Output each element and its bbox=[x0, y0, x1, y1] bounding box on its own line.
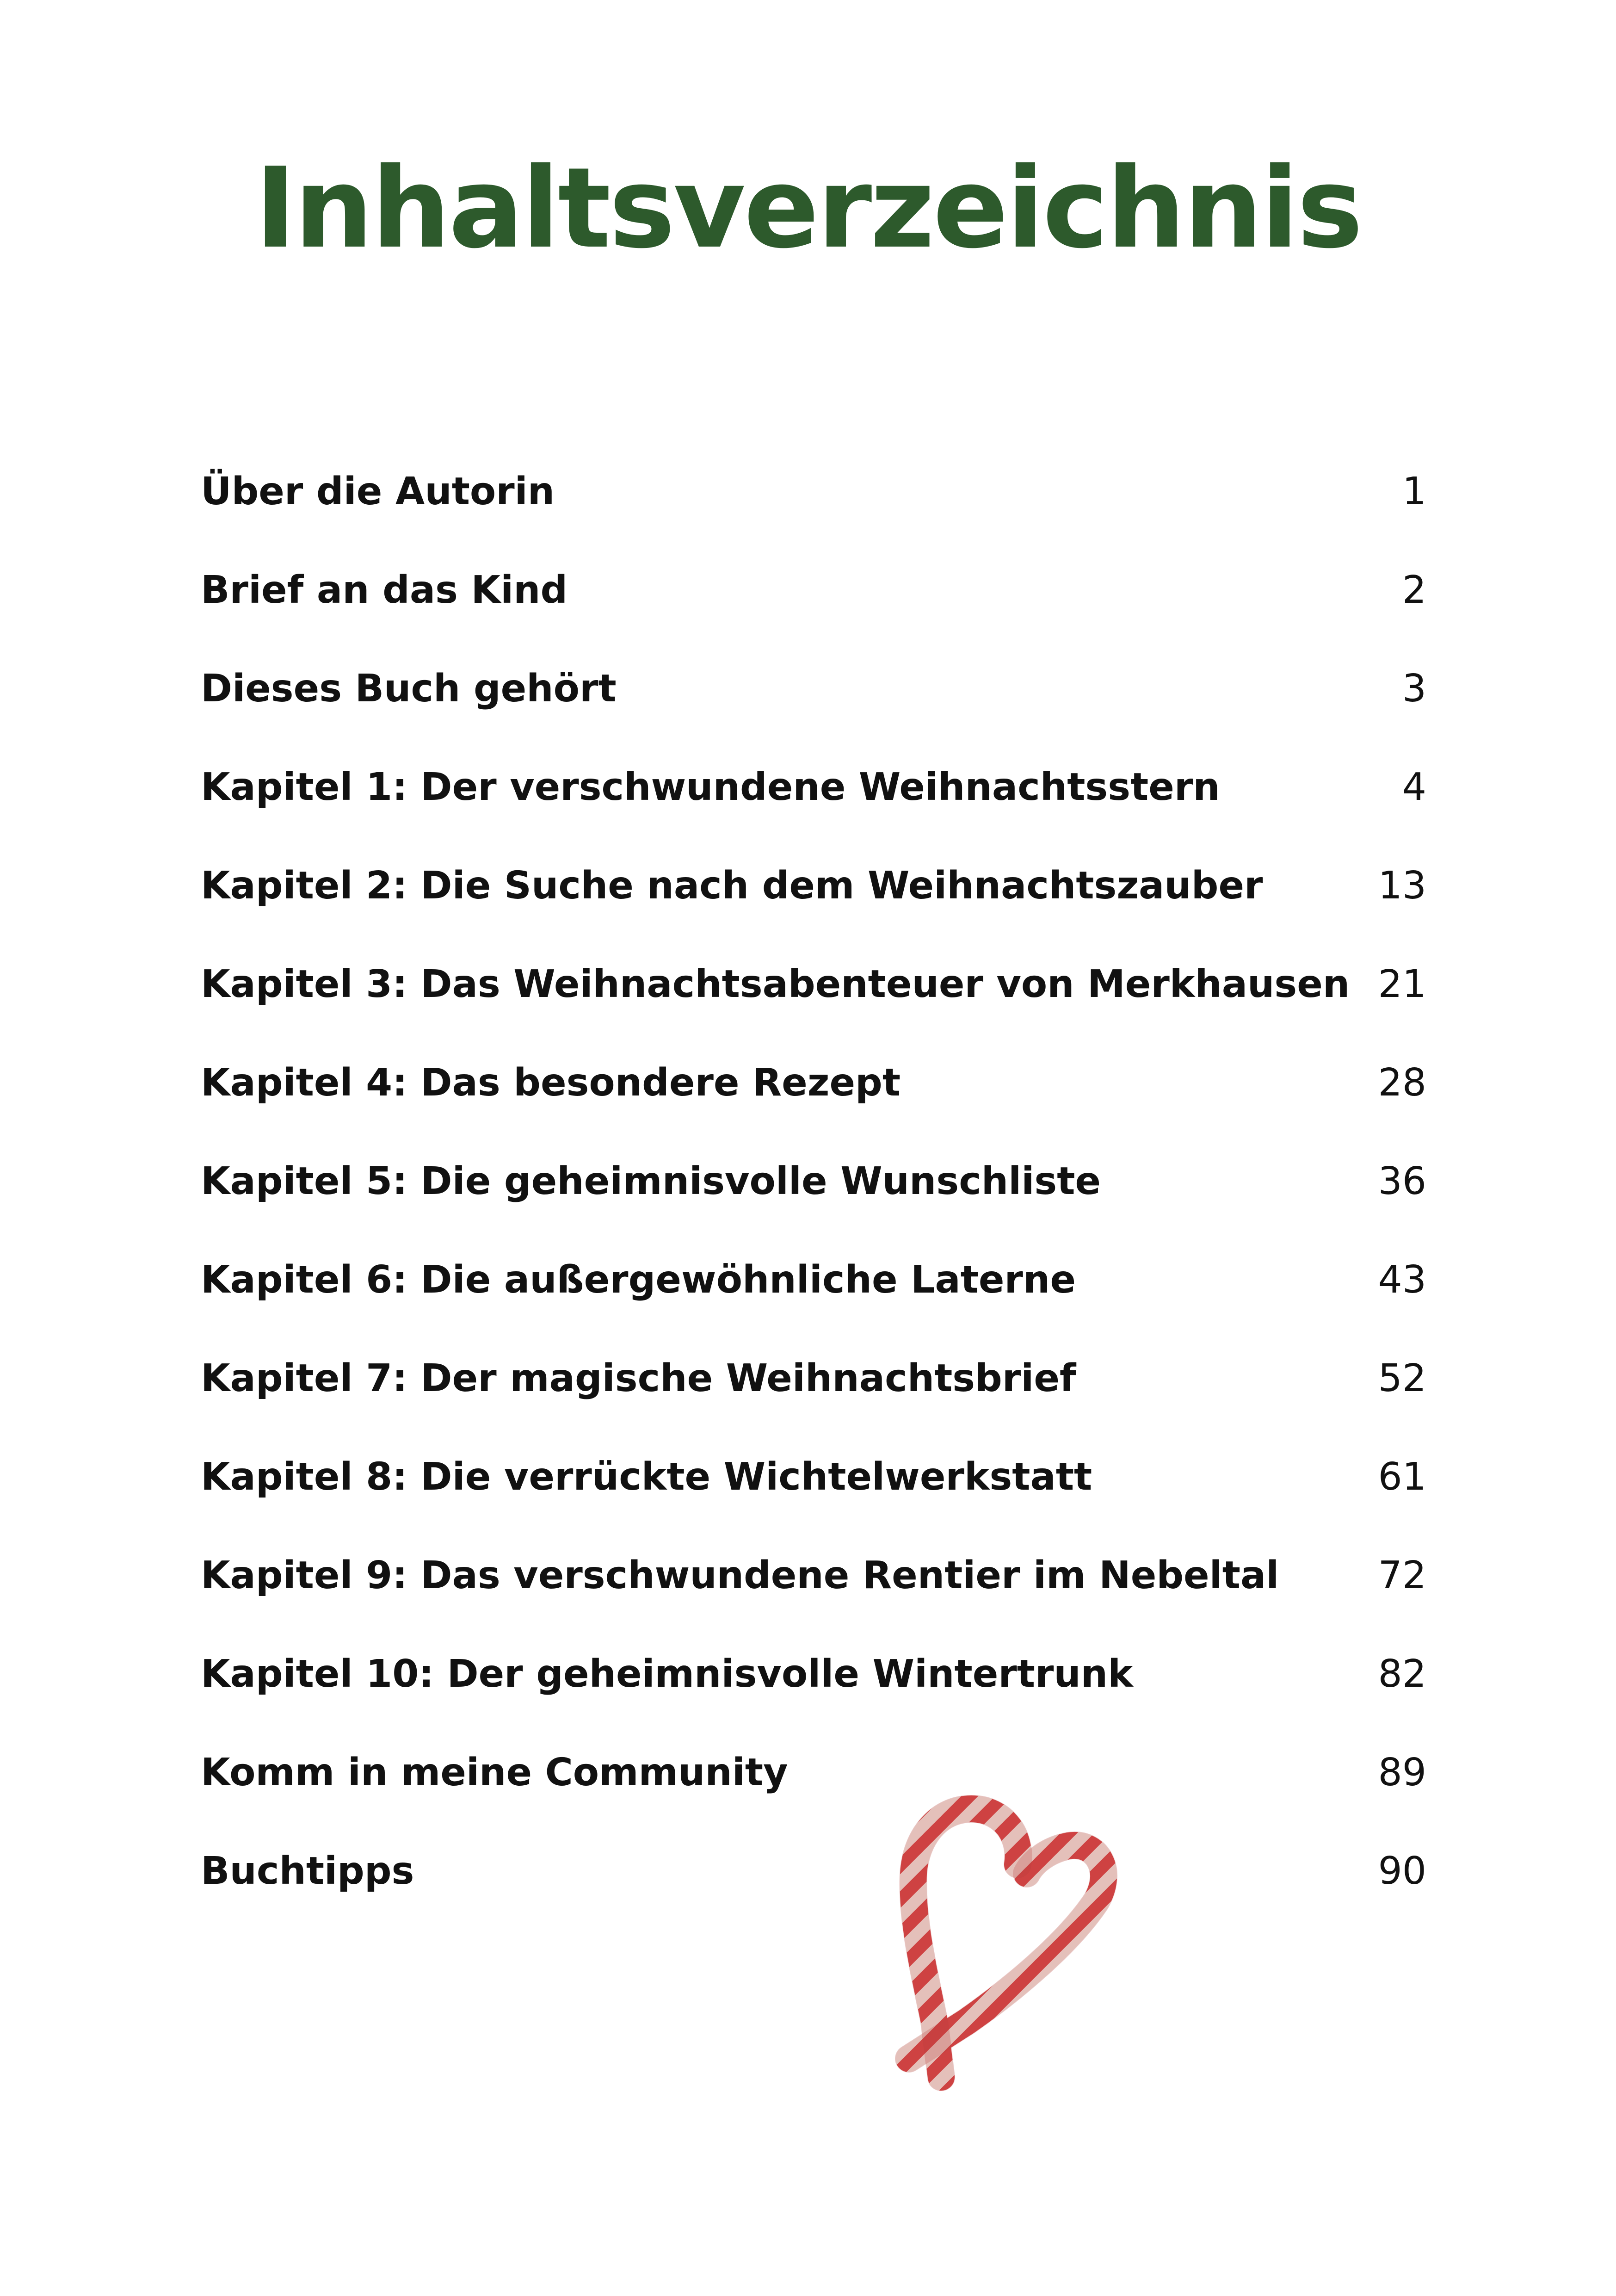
toc-entry[interactable] bbox=[201, 962, 1426, 1061]
toc-entry-page: 1 bbox=[1402, 470, 1426, 514]
toc-entry-page: 43 bbox=[1378, 1258, 1426, 1302]
toc-entry-page: 4 bbox=[1402, 765, 1426, 809]
toc-entry[interactable] bbox=[201, 1652, 1426, 1751]
toc-entry-page: 61 bbox=[1378, 1455, 1426, 1499]
toc-entry-label: Kapitel 2: Die Suche nach dem Weihnachtszauber bbox=[201, 864, 1263, 908]
toc-entry[interactable] bbox=[201, 1061, 1426, 1159]
toc-entry-page: 13 bbox=[1378, 864, 1426, 908]
toc-entry[interactable] bbox=[201, 1356, 1426, 1455]
toc-entry[interactable] bbox=[201, 470, 1426, 568]
toc-entry-label: Brief an das Kind bbox=[201, 568, 568, 612]
toc-entry-page: 21 bbox=[1378, 962, 1426, 1006]
toc-entry-label: Kapitel 9: Das verschwundene Rentier im Nebeltal bbox=[201, 1553, 1279, 1597]
toc-entry-label: Kapitel 8: Die verrückte Wichtelwerkstatt bbox=[201, 1455, 1092, 1499]
toc-entry[interactable] bbox=[201, 1849, 1426, 1948]
toc-entry[interactable] bbox=[201, 667, 1426, 765]
toc-entry[interactable] bbox=[201, 765, 1426, 864]
toc-entry-page: 28 bbox=[1378, 1061, 1426, 1105]
table-of-contents bbox=[201, 470, 1426, 1948]
toc-entry[interactable] bbox=[201, 1159, 1426, 1258]
toc-entry[interactable] bbox=[201, 1553, 1426, 1652]
toc-entry-label: Kapitel 4: Das besondere Rezept bbox=[201, 1061, 901, 1105]
toc-entry-page: 82 bbox=[1378, 1652, 1426, 1696]
candy-cane-heart-icon bbox=[874, 1781, 1142, 2105]
toc-entry-label: Kapitel 3: Das Weihnachtsabenteuer von Merkhausen bbox=[201, 962, 1350, 1006]
toc-entry[interactable] bbox=[201, 1455, 1426, 1553]
toc-entry-page: 36 bbox=[1378, 1159, 1426, 1203]
toc-entry-label: Kapitel 5: Die geheimnisvolle Wunschliste bbox=[201, 1159, 1101, 1203]
toc-entry-label: Buchtipps bbox=[201, 1849, 414, 1893]
toc-entry[interactable] bbox=[201, 1258, 1426, 1356]
toc-entry-page: 89 bbox=[1378, 1751, 1426, 1795]
toc-entry[interactable] bbox=[201, 568, 1426, 667]
toc-entry-label: Komm in meine Community bbox=[201, 1751, 788, 1795]
toc-entry-label: Dieses Buch gehört bbox=[201, 667, 617, 711]
toc-entry-page: 90 bbox=[1378, 1849, 1426, 1893]
toc-entry-label: Über die Autorin bbox=[201, 470, 555, 514]
toc-entry-page: 72 bbox=[1378, 1553, 1426, 1597]
toc-entry-page: 2 bbox=[1402, 568, 1426, 612]
page-title: Inhaltsverzeichnis bbox=[254, 143, 1362, 273]
toc-entry[interactable] bbox=[201, 864, 1426, 962]
toc-entry-page: 3 bbox=[1402, 667, 1426, 711]
toc-entry-label: Kapitel 6: Die außergewöhnliche Laterne bbox=[201, 1258, 1076, 1302]
toc-entry-label: Kapitel 1: Der verschwundene Weihnachtsstern bbox=[201, 765, 1220, 809]
toc-entry-label: Kapitel 10: Der geheimnisvolle Wintertrunk bbox=[201, 1652, 1133, 1696]
toc-entry-label: Kapitel 7: Der magische Weihnachtsbrief bbox=[201, 1356, 1076, 1400]
toc-entry[interactable] bbox=[201, 1751, 1426, 1849]
toc-entry-page: 52 bbox=[1378, 1356, 1426, 1400]
